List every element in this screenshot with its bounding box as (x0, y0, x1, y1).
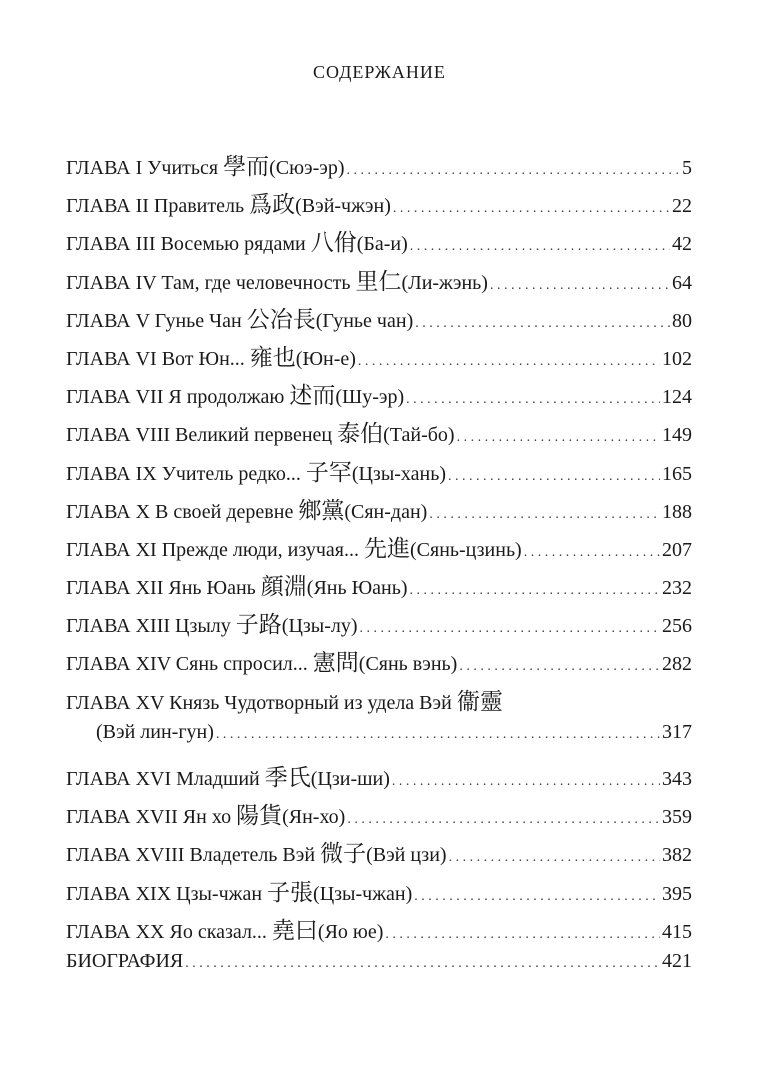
toc-entry-hanzi: 雍也 (249, 344, 296, 370)
toc-leader-dots (393, 195, 670, 218)
toc-entry-reading: (Ба-и) (356, 233, 408, 256)
toc-leader-dots (347, 806, 660, 829)
toc-page-number: 415 (662, 920, 692, 943)
toc-entry-reading: (Сянь-цзинь) (410, 538, 522, 561)
toc-leader-dots (429, 501, 660, 524)
toc-entry-text: ГЛАВА III Восемью рядами (66, 233, 306, 256)
toc-entry[interactable] (66, 874, 692, 912)
toc-entry-reading: (Юн-е) (295, 347, 356, 370)
toc-entry[interactable] (66, 797, 692, 835)
toc-entry-hanzi: 述而 (289, 383, 336, 409)
toc-page-number: 207 (662, 538, 692, 561)
toc-entry-reading: (Ян-хо) (282, 806, 346, 829)
toc-leader-dots (414, 883, 660, 906)
toc-entry-hanzi: 先進 (364, 535, 410, 561)
toc-entry-text: ГЛАВА V Гунье Чан (66, 309, 242, 332)
toc-leader-dots (358, 348, 660, 371)
toc-entry-hanzi: 泰伯 (337, 421, 384, 447)
toc-entry-hanzi: 子路 (235, 612, 282, 638)
toc-entry-reading: (Вэй лин-гун) (96, 720, 214, 743)
toc-page-number: 232 (662, 577, 692, 600)
toc-entry-text: ГЛАВА XIV Сянь спросил... (66, 653, 308, 676)
toc-page-number: 382 (662, 844, 692, 867)
toc-entry[interactable] (66, 377, 692, 415)
toc-entry[interactable] (66, 301, 692, 339)
toc-leader-dots (410, 577, 660, 600)
toc-entry-text: ГЛАВА VI Вот Юн... (66, 347, 245, 370)
toc-entry-continuation[interactable] (66, 721, 692, 759)
toc-entry-hanzi: 爲政 (249, 192, 296, 218)
toc-entry-label (66, 797, 282, 830)
toc-leader-dots (185, 950, 660, 973)
toc-page-number: 80 (672, 309, 692, 332)
toc-page-number: 165 (662, 462, 692, 485)
toc-entry-reading: (Цзы-лу) (281, 615, 358, 638)
toc-entry-hanzi: 鄉黨 (298, 497, 345, 523)
toc-entry-text: ГЛАВА IV Там, где человечность (66, 271, 351, 294)
toc-entry[interactable] (66, 339, 692, 377)
toc-leader-dots (524, 539, 660, 562)
toc-page-number: 42 (672, 233, 692, 256)
toc-page-number: 317 (662, 720, 692, 743)
toc-entry-text: ГЛАВА XVI Младший (66, 768, 260, 790)
toc-entry-text: ГЛАВА X В своей деревне (66, 500, 294, 523)
toc-entry-reading: (Цзы-чжан) (313, 882, 413, 905)
toc-entry[interactable] (66, 224, 692, 262)
toc-entry-hanzi: 衞靈 (456, 688, 503, 714)
toc-leader-dots (406, 386, 660, 409)
toc-entry-text: ГЛАВА VII Я продолжаю (66, 386, 285, 409)
toc-entry-reading: (Вэй-чжэн) (295, 195, 391, 218)
toc-entry-hanzi: 公冶長 (246, 306, 316, 332)
toc-entry-text: БИОГРАФИЯ (66, 949, 184, 972)
toc-entry-text: ГЛАВА XVIII Владетель Вэй (66, 844, 316, 867)
toc-entry-hanzi: 顔淵 (260, 574, 307, 600)
toc-page-number: 102 (662, 347, 692, 370)
toc-entry-label (66, 835, 366, 868)
toc-entry-hanzi: 學而 (223, 154, 270, 179)
toc-page-number: 22 (672, 195, 692, 218)
toc-entry-label (66, 606, 282, 639)
toc-entry-text: ГЛАВА XIII Цзылу (66, 615, 231, 638)
toc-entry-hanzi: 子罕 (305, 459, 352, 485)
toc-entry-label (66, 950, 183, 973)
toc-page-number: 421 (662, 949, 692, 972)
toc-entry[interactable] (66, 683, 692, 721)
toc-entry-reading: (Цзы-хань) (351, 462, 447, 485)
toc-entry-label (66, 759, 311, 792)
toc-entry-label (66, 683, 503, 716)
toc-entry[interactable] (66, 606, 692, 644)
toc-entry[interactable] (66, 912, 692, 950)
toc-leader-dots (459, 653, 660, 676)
toc-page-number: 64 (672, 271, 692, 294)
toc-page-number: 395 (662, 882, 692, 905)
toc-page-number: 343 (662, 768, 692, 790)
toc-entry-hanzi: 微子 (320, 841, 367, 867)
toc-entry[interactable] (66, 454, 692, 492)
toc-leader-dots (448, 463, 660, 486)
toc-entry[interactable] (66, 148, 692, 186)
toc-entry-hanzi: 堯曰 (271, 917, 318, 943)
toc-leader-dots (410, 233, 670, 256)
toc-entry-label (66, 530, 410, 563)
toc-entry-label (66, 186, 295, 219)
toc-entry-label (66, 912, 318, 945)
page-title: СОДЕРЖАНИЕ (313, 62, 446, 82)
toc-page-number: 5 (682, 157, 692, 179)
toc-page-number: 256 (662, 615, 692, 638)
toc-entry-label (66, 644, 359, 677)
toc-leader-dots (415, 310, 670, 333)
toc-entry[interactable] (66, 568, 692, 606)
toc-entry-text: ГЛАВА XIX Цзы-чжан (66, 882, 263, 905)
toc-entry-reading: (Сюэ-эр) (269, 157, 345, 179)
toc-entry-hanzi: 季氏 (264, 765, 311, 790)
toc-entry-text: ГЛАВА II Правитель (66, 195, 245, 218)
toc-entry-reading: (Гунье чан) (315, 309, 414, 332)
toc-entry-text: ГЛАВА XI Прежде люди, изучая... (66, 538, 359, 561)
toc-entry-label (66, 377, 335, 410)
toc-entry-text: ГЛАВА XII Янь Юань (66, 577, 256, 600)
toc-leader-dots (449, 844, 660, 867)
toc-entry-text: ГЛАВА XX Яо сказал... (66, 920, 267, 943)
toc-entry-label (66, 415, 383, 448)
toc-entry-text: ГЛАВА VIII Великий первенец (66, 424, 333, 447)
toc-entry-text: ГЛАВА IX Учитель редко... (66, 462, 301, 485)
toc-entry-label (66, 148, 269, 181)
toc-page-number: 359 (662, 806, 692, 829)
toc-entry-hanzi: 里仁 (355, 268, 402, 294)
toc-entry-label (66, 568, 307, 601)
toc-entry-text: ГЛАВА I Учиться (66, 157, 219, 179)
toc-entry-hanzi: 憲問 (312, 650, 359, 676)
toc-entry-text: ГЛАВА XV Князь Чудотворный из удела Вэй (66, 691, 452, 714)
toc-leader-dots (216, 721, 660, 744)
toc-entry-reading: (Ли-жэнь) (401, 271, 488, 294)
toc-page-number: 149 (662, 424, 692, 447)
toc-entry[interactable] (66, 759, 692, 797)
toc-entry-label (66, 492, 344, 525)
toc-leader-dots (360, 615, 660, 638)
toc-entry-reading: (Яо юе) (317, 920, 384, 943)
toc-entry-label (66, 339, 296, 372)
toc-page-number: 124 (662, 386, 692, 409)
toc-page-number: 188 (662, 500, 692, 523)
toc-entry[interactable] (66, 530, 692, 568)
toc-entry-hanzi: 陽貨 (236, 803, 283, 829)
toc-entry-label (66, 874, 313, 907)
toc-entry-reading: (Цзи-ши) (310, 768, 390, 790)
toc-page-number: 282 (662, 653, 692, 676)
toc-entry-reading: (Янь Юань) (306, 577, 408, 600)
toc-entry-hanzi: 子張 (267, 879, 314, 905)
toc-entry[interactable] (66, 415, 692, 453)
toc-entry[interactable] (66, 263, 692, 301)
toc-entry-text: ГЛАВА XVII Ян хо (66, 806, 232, 829)
toc-entry-reading: (Сянь вэнь) (358, 653, 458, 676)
toc-leader-dots (385, 921, 660, 944)
toc-leader-dots (457, 424, 660, 447)
toc-entry-reading: (Вэй цзи) (366, 844, 447, 867)
toc-entry[interactable] (66, 644, 692, 682)
toc-entry[interactable] (66, 186, 692, 224)
toc-entry-label (66, 301, 316, 334)
toc-entry-label (66, 454, 352, 487)
toc-leader-dots (392, 768, 660, 791)
toc-entry-reading: (Шу-эр) (335, 386, 405, 409)
toc-entry-reading: (Тай-бо) (383, 424, 455, 447)
toc-leader-dots (347, 157, 680, 180)
toc-entry[interactable] (66, 492, 692, 530)
toc-entry[interactable] (66, 835, 692, 873)
table-of-contents (66, 148, 692, 988)
toc-entry-reading: (Сян-дан) (344, 500, 428, 523)
toc-leader-dots (490, 272, 670, 295)
toc-entry-label (66, 224, 357, 257)
toc-entry-hanzi: 八佾 (310, 230, 357, 256)
toc-entry-label (66, 263, 401, 296)
toc-entry[interactable] (66, 950, 692, 988)
